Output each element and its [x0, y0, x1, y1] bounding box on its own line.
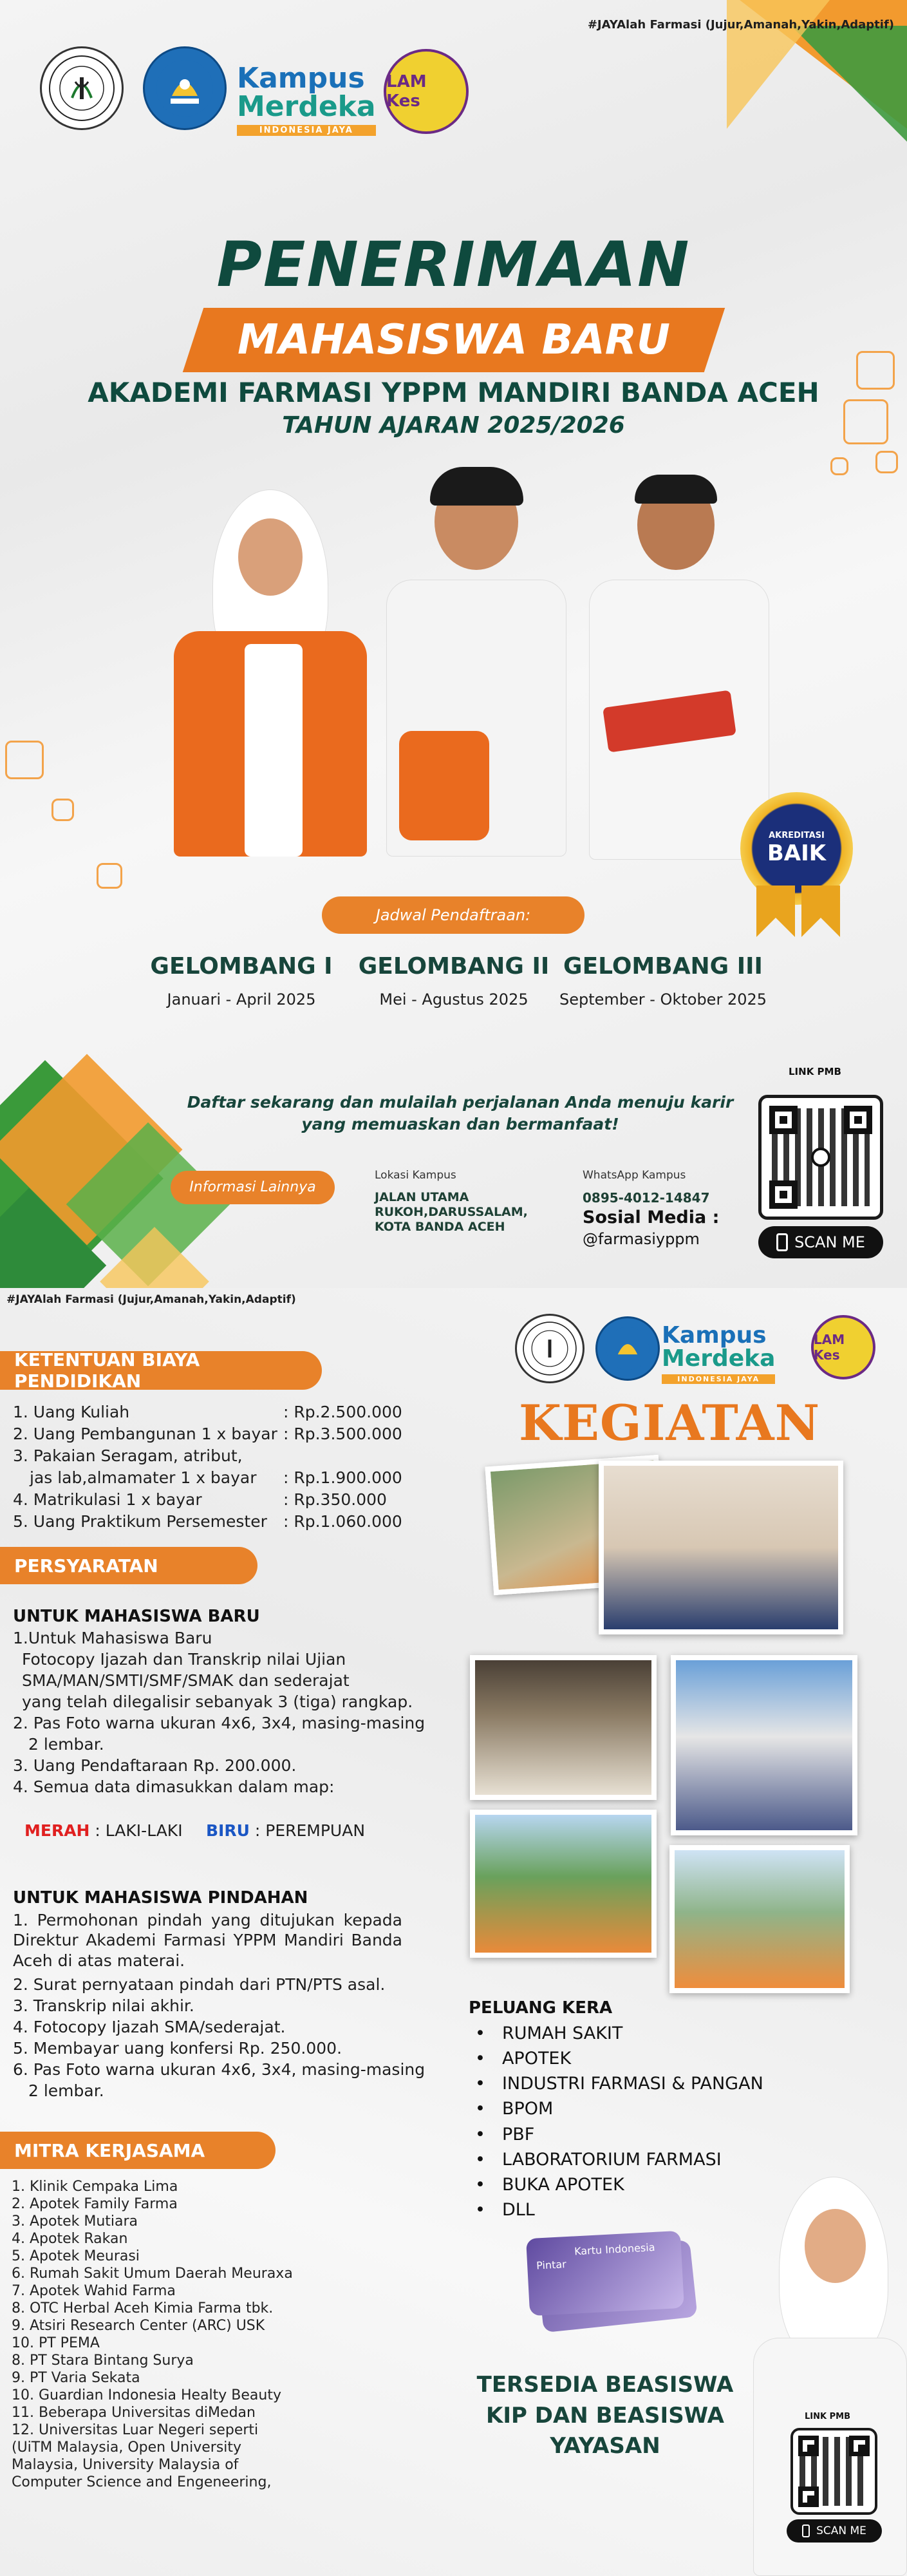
- fee-label: 1. Uang Kuliah: [13, 1403, 130, 1421]
- qr-corner-icon: [844, 1106, 872, 1134]
- jacket-shape: [399, 731, 489, 840]
- face-shape: [805, 2209, 866, 2283]
- peluang-title: PELUANG KERA: [469, 1998, 613, 2018]
- activity-photo: [470, 1655, 657, 1800]
- map-color-merah: [24, 1821, 183, 1840]
- title-banner: [183, 308, 725, 372]
- peluang-item: • LABORATORIUM FARMASI: [475, 2147, 763, 2172]
- page-title: PENERIMAAN: [216, 229, 691, 301]
- yppm-emblem-icon: [521, 1320, 579, 1378]
- social-handle: @farmasiyppm: [583, 1230, 700, 1248]
- baru-item: 2 lembar.: [28, 1735, 104, 1754]
- kampus-merdeka-logo: [662, 1324, 775, 1384]
- qr-corner-icon: [798, 2436, 819, 2456]
- banner-text: MAHASISWA BARU: [238, 316, 670, 364]
- student-male-illustration: [579, 480, 779, 860]
- mitra-item: 3. Apotek Mutiara: [12, 2213, 138, 2230]
- student-male-illustration: [373, 473, 586, 860]
- fee-value: : Rp.1.900.000: [283, 1468, 402, 1487]
- fee-label: 3. Pakaian Seragam, atribut,: [13, 1446, 243, 1465]
- institution-name: AKADEMI FARMASI YPPM MANDIRI BANDA ACEH: [88, 377, 819, 408]
- merdeka-text: Merdeka: [237, 90, 376, 123]
- schedule-pill: Jadwal Pendaftraan:: [322, 896, 584, 934]
- fee-label: 5. Uang Praktikum Persemester: [13, 1512, 267, 1531]
- pindahan-item: 4. Fotocopy Ijazah SMA/sederajat.: [13, 2018, 286, 2036]
- pindahan-item: 5. Membayar uang konfersi Rp. 250.000.: [13, 2039, 342, 2058]
- beasiswa-line: KIP DAN BEASISWA: [486, 2402, 724, 2429]
- scan-me-label: SCAN ME: [816, 2524, 866, 2537]
- activity-photo: [671, 1655, 857, 1835]
- info-pill[interactable]: Informasi Lainnya: [171, 1171, 335, 1204]
- deco-square: [51, 799, 74, 821]
- social-label: Sosial Media :: [583, 1208, 720, 1227]
- syarat-title-text: PERSYARATAN: [14, 1555, 158, 1577]
- mitra-title-text: MITRA KERJASAMA: [14, 2139, 205, 2161]
- peluang-item: • BUKA APOTEK: [475, 2172, 763, 2197]
- qr-corner-icon: [769, 1180, 798, 1209]
- address-label: Lokasi Kampus: [375, 1169, 456, 1182]
- baru-heading: UNTUK MAHASISWA BARU: [13, 1607, 260, 1626]
- peluang-item: • PBF: [475, 2122, 763, 2147]
- fee-value: : Rp.2.500.000: [283, 1403, 402, 1421]
- link-pmb-label: LINK PMB: [789, 1066, 841, 1077]
- qr-code[interactable]: [758, 1095, 883, 1220]
- link-pmb-label: LINK PMB: [805, 2412, 850, 2421]
- deco-square: [875, 451, 898, 473]
- pindahan-item: 2 lembar.: [28, 2081, 104, 2100]
- badge-ribbon: [801, 886, 840, 937]
- yppm-emblem-icon: [46, 53, 117, 124]
- activity-photo: [599, 1461, 843, 1634]
- fee-label: 4. Matrikulasi 1 x bayar: [13, 1490, 202, 1509]
- mitra-item: 10. PT PEMA: [12, 2335, 100, 2351]
- beasiswa-line: YAYASAN: [550, 2433, 660, 2459]
- pindahan-item: 6. Pas Foto warna ukuran 4x6, 3x4, masing-masing: [13, 2060, 425, 2079]
- mitra-item: 4. Apotek Rakan: [12, 2231, 128, 2247]
- kip-card-text: Kartu Indonesia Pintar: [536, 2240, 655, 2272]
- baru-item: 3. Uang Pendaftaraan Rp. 200.000.: [13, 1756, 297, 1775]
- badge-grade: BAIK: [767, 840, 827, 866]
- scan-me-button[interactable]: [787, 2519, 882, 2543]
- kegiatan-title: KEGIATAN: [518, 1394, 821, 1452]
- deco-square: [5, 741, 44, 779]
- wave-2-title: GELOMBANG II: [358, 953, 550, 980]
- syarat-section-title: [0, 1547, 257, 1584]
- baru-item: 2. Pas Foto warna ukuran 4x6, 3x4, masing-masing: [13, 1714, 425, 1732]
- fee-value: : Rp.3.500.000: [283, 1425, 402, 1443]
- kampus-text: Kampus: [662, 1322, 767, 1349]
- peluang-list: [475, 2021, 763, 2222]
- peluang-item: • APOTEK: [475, 2046, 763, 2071]
- beasiswa-text: [444, 2370, 766, 2462]
- biru-text: : PEREMPUAN: [249, 1821, 366, 1840]
- cta-text: Daftar sekarang dan mulailah perjalanan Anda menuju karir yang memuaskan dan bermanfaat!: [187, 1093, 734, 1133]
- address-text: JALAN UTAMA RUKOH,DARUSSALAM, KOTA BANDA ACEH: [375, 1190, 528, 1234]
- qr-corner-icon: [849, 2436, 870, 2456]
- baru-item: 1.Untuk Mahasiswa Baru: [13, 1629, 212, 1647]
- qr-code[interactable]: [790, 2428, 877, 2515]
- baru-item: Fotocopy Ijazah dan Transkrip nilai Ujian: [22, 1650, 346, 1669]
- yppm-logo: [515, 1314, 584, 1383]
- wave-2-date: Mei - Agustus 2025: [379, 990, 528, 1009]
- baru-item: SMA/MAN/SMTI/SMF/SMAK dan sederajat: [22, 1671, 350, 1690]
- badge-ribbon: [756, 886, 795, 937]
- wa-number: 0895-4012-14847: [583, 1190, 710, 1206]
- hashtag: #JAYAlah Farmasi (Jujur,Amanah,Yakin,Adaptif): [6, 1293, 296, 1306]
- qr-corner-icon: [798, 2486, 819, 2507]
- biaya-section-title: [0, 1351, 322, 1390]
- globe-icon: [811, 1148, 830, 1167]
- lam-kes-text: LAM Kes: [386, 72, 427, 111]
- merah-text: : LAKI-LAKI: [89, 1821, 183, 1840]
- tut-wuri-emblem-icon: [603, 1324, 652, 1373]
- activity-photo: [470, 1810, 657, 1958]
- wa-label: WhatsApp Kampus: [583, 1169, 686, 1182]
- lam-kes-logo: [811, 1315, 875, 1379]
- lam-kes-logo: [384, 49, 469, 134]
- pindahan-paragraph: 1. Permohonan pindah yang ditujukan kepada Direktur Akademi Farmasi YPPM Mandiri Banda Aceh di atas materai.: [13, 1911, 402, 1970]
- baru-item: yang telah dilegalisir sebanyak 3 (tiga) rangkap.: [22, 1692, 413, 1711]
- wave-1-title: GELOMBANG I: [150, 953, 333, 980]
- activity-photo: [669, 1845, 850, 1993]
- hashtag: #JAYAlah Farmasi (Jujur,Amanah,Yakin,Adaptif): [587, 18, 894, 32]
- bottom-section: [0, 1288, 907, 2576]
- fee-label: jas lab,almamater 1 x bayar: [30, 1468, 257, 1487]
- mitra-item: 1. Klinik Cempaka Lima: [12, 2179, 178, 2195]
- hair-shape: [635, 475, 717, 504]
- phone-icon: [802, 2524, 810, 2537]
- wave-3-date: September - Oktober 2025: [559, 990, 767, 1009]
- mitra-item: 9. PT Varia Sekata: [12, 2370, 140, 2386]
- peluang-item: • DLL: [475, 2197, 763, 2222]
- deco-square: [97, 863, 122, 889]
- kampus-text: Kampus: [237, 62, 365, 95]
- fee-label: 2. Uang Pembangunan 1 x bayar: [13, 1425, 277, 1443]
- mitra-item: 10. Guardian Indonesia Healty Beauty: [12, 2387, 281, 2403]
- mitra-item: (UiTM Malaysia, Open University: [12, 2439, 242, 2456]
- mitra-item: Malaysia, University Malaysia of: [12, 2457, 239, 2473]
- tut-wuri-logo: [595, 1316, 660, 1381]
- mitra-item: Computer Science and Engeneering,: [12, 2474, 272, 2490]
- beasiswa-line: TERSEDIA BEASISWA: [476, 2372, 734, 2398]
- phone-icon: [776, 1233, 788, 1251]
- wave-1-date: Januari - April 2025: [167, 990, 316, 1009]
- mitra-item: 6. Rumah Sakit Umum Daerah Meuraxa: [12, 2266, 293, 2282]
- indonesia-jaya-bar: INDONESIA JAYA: [662, 1374, 775, 1384]
- mitra-item: 2. Apotek Family Farma: [12, 2196, 178, 2212]
- baru-item: 4. Semua data dimasukkan dalam map:: [13, 1777, 335, 1796]
- map-color-biru: [206, 1821, 365, 1840]
- wave-3-title: GELOMBANG III: [563, 953, 763, 980]
- hair-shape: [430, 467, 523, 506]
- kip-card: [526, 2231, 684, 2316]
- deco-square: [830, 457, 848, 475]
- indonesia-jaya-bar: INDONESIA JAYA: [237, 125, 376, 136]
- merah-label: MERAH: [24, 1821, 90, 1840]
- academic-year: TAHUN AJARAN 2025/2026: [282, 412, 625, 439]
- face-shape: [238, 518, 303, 596]
- peluang-item: • INDUSTRI FARMASI & PANGAN: [475, 2071, 763, 2096]
- yppm-logo: [40, 46, 124, 130]
- uniform-inner: [245, 644, 303, 857]
- tut-wuri-emblem-icon: [153, 56, 217, 120]
- pindahan-item: 3. Transkrip nilai akhir.: [13, 1996, 194, 2015]
- mitra-item: 12. Universitas Luar Negeri seperti: [12, 2422, 259, 2438]
- tut-wuri-logo: [143, 46, 227, 130]
- student-female-illustration: [174, 489, 393, 857]
- pindahan-item: 2. Surat pernyataan pindah dari PTN/PTS asal.: [13, 1975, 386, 1994]
- mitra-item: 5. Apotek Meurasi: [12, 2248, 140, 2264]
- scan-me-button[interactable]: [758, 1226, 883, 1258]
- badge-label: AKREDITASI: [769, 831, 825, 840]
- peluang-item: • RUMAH SAKIT: [475, 2021, 763, 2046]
- fee-value: : Rp.350.000: [283, 1490, 387, 1509]
- kampus-merdeka-logo: [237, 64, 376, 136]
- fee-value: : Rp.1.060.000: [283, 1512, 402, 1531]
- qr-corner-icon: [769, 1106, 798, 1134]
- scan-me-label: SCAN ME: [794, 1233, 865, 1251]
- biaya-title-text: KETENTUAN BIAYA PENDIDIKAN: [14, 1349, 200, 1392]
- lam-kes-text: LAM Kes: [814, 1332, 845, 1363]
- mitra-item: 11. Beberapa Universitas diMedan: [12, 2405, 256, 2421]
- peluang-item: • BPOM: [475, 2096, 763, 2121]
- mitra-section-title: [0, 2132, 276, 2169]
- mitra-item: 8. PT Stara Bintang Surya: [12, 2353, 194, 2369]
- mitra-item: 7. Apotek Wahid Farma: [12, 2283, 176, 2299]
- mitra-item: 8. OTC Herbal Aceh Kimia Farma tbk.: [12, 2300, 274, 2316]
- merdeka-text: Merdeka: [662, 1345, 776, 1372]
- pindahan-heading: UNTUK MAHASISWA PINDAHAN: [13, 1888, 308, 1908]
- biru-label: BIRU: [206, 1821, 250, 1840]
- mitra-item: 9. Atsiri Research Center (ARC) USK: [12, 2318, 265, 2334]
